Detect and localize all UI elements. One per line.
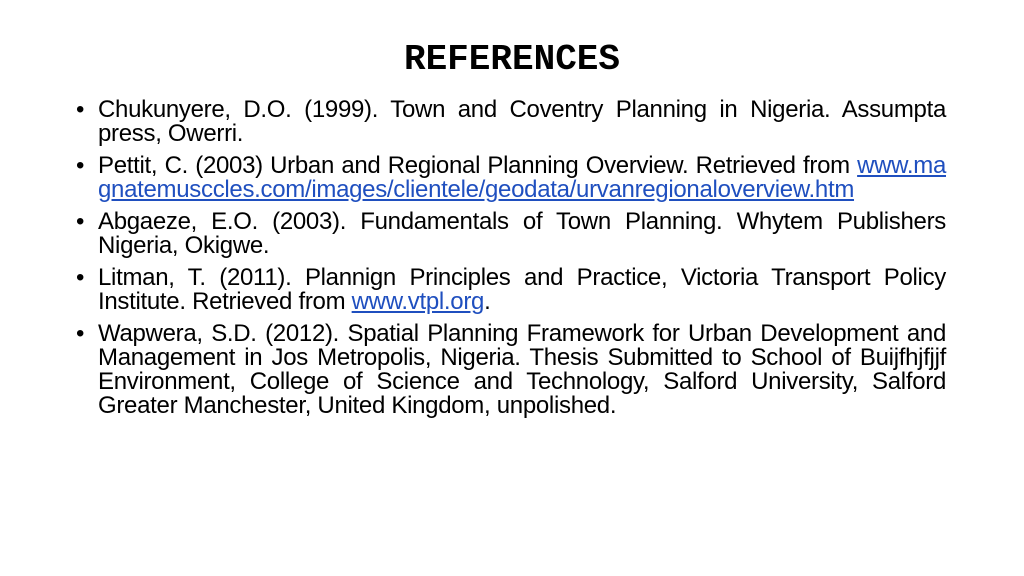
reference-link-magnatemusccles[interactable]: www.magnatemusccles.com/images/clientele/geodata/urvanregionaloverview.htm: [98, 152, 946, 203]
reference-item-litman: [76, 266, 946, 314]
bullet-icon: •: [76, 152, 85, 179]
reference-text: Abgaeze, E.O. (2003). Fundamentals of Town Planning. Whytem Publishers Nigeria, Okigwe.: [98, 208, 946, 259]
reference-text: Litman, T. (2011). Plannign Principles and Practice, Victoria Transport Policy Institute. Retrieved from: [98, 264, 946, 315]
reference-list: [76, 98, 946, 426]
reference-text-end: .: [484, 288, 491, 315]
bullet-icon: •: [76, 264, 85, 291]
reference-text: Chukunyere, D.O. (1999). Town and Coventry Planning in Nigeria. Assumpta press, Owerri.: [98, 96, 946, 147]
bullet-icon: •: [76, 320, 85, 347]
reference-link-vtpl[interactable]: www.vtpl.org: [351, 288, 485, 315]
reference-item-abgaeze: [76, 210, 946, 258]
reference-text: Wapwera, S.D. (2012). Spatial Planning Framework for Urban Development and Management in Jos Metropolis, Nigeria. Thesis Submitted to School of Buijfhjfjjf Environment, College of Science and Technology, Salford University, Salford Greater Manchester, United Kingdom, unpolished.: [98, 320, 946, 419]
bullet-icon: •: [76, 208, 85, 235]
bullet-icon: •: [76, 96, 85, 123]
reference-item-pettit: [76, 154, 946, 202]
reference-item-wapwera: [76, 322, 946, 418]
reference-text: Pettit, C. (2003) Urban and Regional Planning Overview. Retrieved from: [98, 152, 858, 179]
slide-title: REFERENCES: [403, 39, 621, 80]
reference-item-chukunyere: [76, 98, 946, 146]
